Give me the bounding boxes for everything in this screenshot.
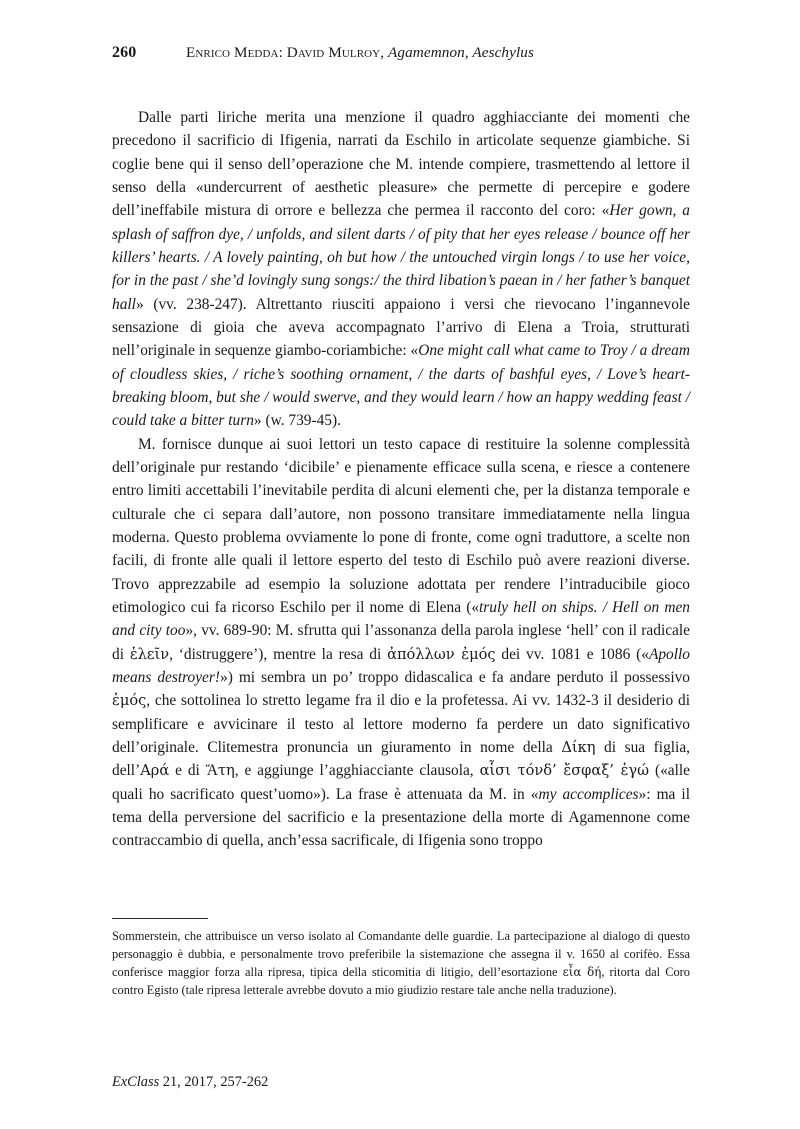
p2-segment-7: di sua figlia, dell’	[112, 738, 690, 780]
footnote-paragraph	[112, 927, 690, 1000]
fn-segment-2: , ritorta dal Coro contro Egisto (tale ripresa letterale avrebbe dovuto a mio giudizio restare tale anche nella traduzione).	[112, 965, 690, 998]
p2-quote-2: Apollo means destroyer!	[112, 645, 690, 686]
running-head-reviewed: David Mulroy,	[286, 44, 389, 61]
page-folio: 260	[112, 44, 137, 61]
p2-greek-3: ἐμός	[112, 692, 147, 710]
journal-name: ExClass	[112, 1074, 160, 1090]
running-head-author: Enrico Medda	[186, 44, 279, 61]
p1-segment-2: » (vv. 238-247). Altrettanto riusciti appaiono i versi che rievocano l’ingannevole sensazione di gioia che aveva accompagnato l’arrivo di Elena a Troia, strutturati nell’originale in sequenze giambo-coriambiche: «	[112, 295, 690, 360]
footnote-separator-rule	[112, 918, 208, 919]
p2-segment-11: »: ma il tema della perversione del sacrificio e la presentazione della morte di Agamennone come contraccambio di quella, anch’essa sacrificale, di Ifigenia sono troppo	[112, 785, 690, 850]
p2-segment-6: , che sottolinea lo stretto legame fra il dio e la profetessa. Ai vv. 1432-3 il desiderio di semplificare e avvicinare il testo al lettore moderno fa perdere un dato significativo dell’originale. Clitemestra pronuncia un giuramento in nome della	[112, 692, 690, 756]
paragraph-2	[112, 433, 690, 853]
p2-greek-6: τη	[217, 762, 235, 780]
p2-greek-4: Δίκη	[561, 738, 596, 756]
fn-greek-1: εἶα δή	[562, 965, 602, 980]
running-head-text	[186, 44, 534, 62]
p2-segment-10: («alle quali ho sacrificato quest’uomo»). La frase è attenuata da M. in «	[112, 762, 690, 803]
p1-quote-2: One might call what came to Troy / a dream of cloudless skies, / riche’s soothing ornament, / the darts of bashful eyes, / Love’s heart-breaking bloom, but she / would swerve, and they would learn / how an happy wedding feast / could take a bitter turn	[112, 342, 690, 430]
paragraph-1	[112, 106, 690, 433]
p2-greek-1: ἑλεῖν	[129, 645, 170, 663]
running-head	[112, 44, 690, 62]
body-text	[112, 106, 690, 853]
p2-segment-5: ») mi sembra un po’ troppo didascalica e fa andare perduto il possessivo	[220, 668, 691, 686]
running-head-separator: :	[278, 44, 287, 61]
p2-segment-8: e di Ἄ	[169, 762, 218, 780]
p2-greek-7: αἷσι τόνδ’ ἔσφαξ’ ἐγώ	[479, 762, 650, 780]
page-footer	[112, 1074, 268, 1091]
p2-segment-9: , e aggiunge l’agghiacciante clausola,	[234, 762, 480, 780]
running-head-work-suffix: , Aeschylus	[464, 44, 534, 61]
p2-greek-5: Αρά	[140, 762, 170, 780]
footnote-text	[112, 927, 690, 1000]
footnote-block	[112, 918, 690, 1000]
p2-segment-3: , ‘distruggere’), mentre la resa di	[169, 645, 388, 663]
p2-segment-2: », vv. 689-90: M. sfrutta qui l’assonanza della parola inglese ‘hell’ con il radicale di	[112, 622, 690, 663]
p1-segment-3: » (w. 739-45).	[253, 412, 341, 430]
fn-segment-1: Sommerstein, che attribuisce un verso isolato al Comandante delle guardie. La partecipazione al dialogo di questo personaggio è dubbia, e personalmente trovo preferibile la sistemazione che assegna il v. 1650 al corifèo. Essa conferisce maggior forza alla ripresa, tipica della sticomitia di litigio, dell’esortazione	[112, 929, 690, 980]
journal-citation: 21, 2017, 257-262	[159, 1074, 269, 1090]
p1-segment-1: Dalle parti liriche merita una menzione il quadro agghiacciante dei momenti che precedono il sacrificio di Ifigenia, narrati da Eschilo in articolate sequenze giambiche. Si coglie bene qui il senso dell’operazione che M. intende compiere, trasmettendo al lettore il senso della «undercurrent of aesthetic pleasure» che permette di percepire e godere dell’ineffabile mistura di orrore e bellezza che permea il racconto del coro: «	[112, 109, 690, 220]
running-head-work: Agamemnon	[388, 44, 465, 61]
p2-segment-4: dei vv. 1081 e 1086 («	[495, 645, 649, 663]
p1-quote-1: Her gown, a splash of saffron dye, / unfolds, and silent darts / of pity that her eyes release / bounce off her killers’ hearts. / A lovely painting, oh but how / the untouched virgin longs / to use her voice, for in the past / she’d lovingly sung songs:/ the third libation’s paean in / her father’s banquet hall	[112, 202, 691, 313]
p2-greek-2: ἀπόλλων ἐμός	[387, 645, 496, 663]
p2-quote-3: my accomplices	[538, 785, 639, 803]
p2-segment-1: M. fornisce dunque ai suoi lettori un testo capace di restituire la solenne complessità dell’originale pur restando ‘dicibile’ e pienamente efficace sulla scena, e riesce a contenere entro limiti accettabili l’inevitabile perdita di alcuni elementi che, per la distanza temporale e culturale che ci separa dall’autore, non possono transitare immediatamente nella lingua moderna. Questo problema ovviamente lo pone di fronte, come ogni traduttore, a scelte non facili, di fronte alle quali il lettore esperto del testo di Eschilo può avere reazioni diverse. Trovo apprezzabile ad esempio la soluzione adottata per rendere l’intraducibile gioco etimologico cui fa ricorso Eschilo per il nome di Elena («	[112, 435, 690, 616]
p2-quote-1: truly hell on ships. / Hell on men and city too	[112, 598, 690, 640]
